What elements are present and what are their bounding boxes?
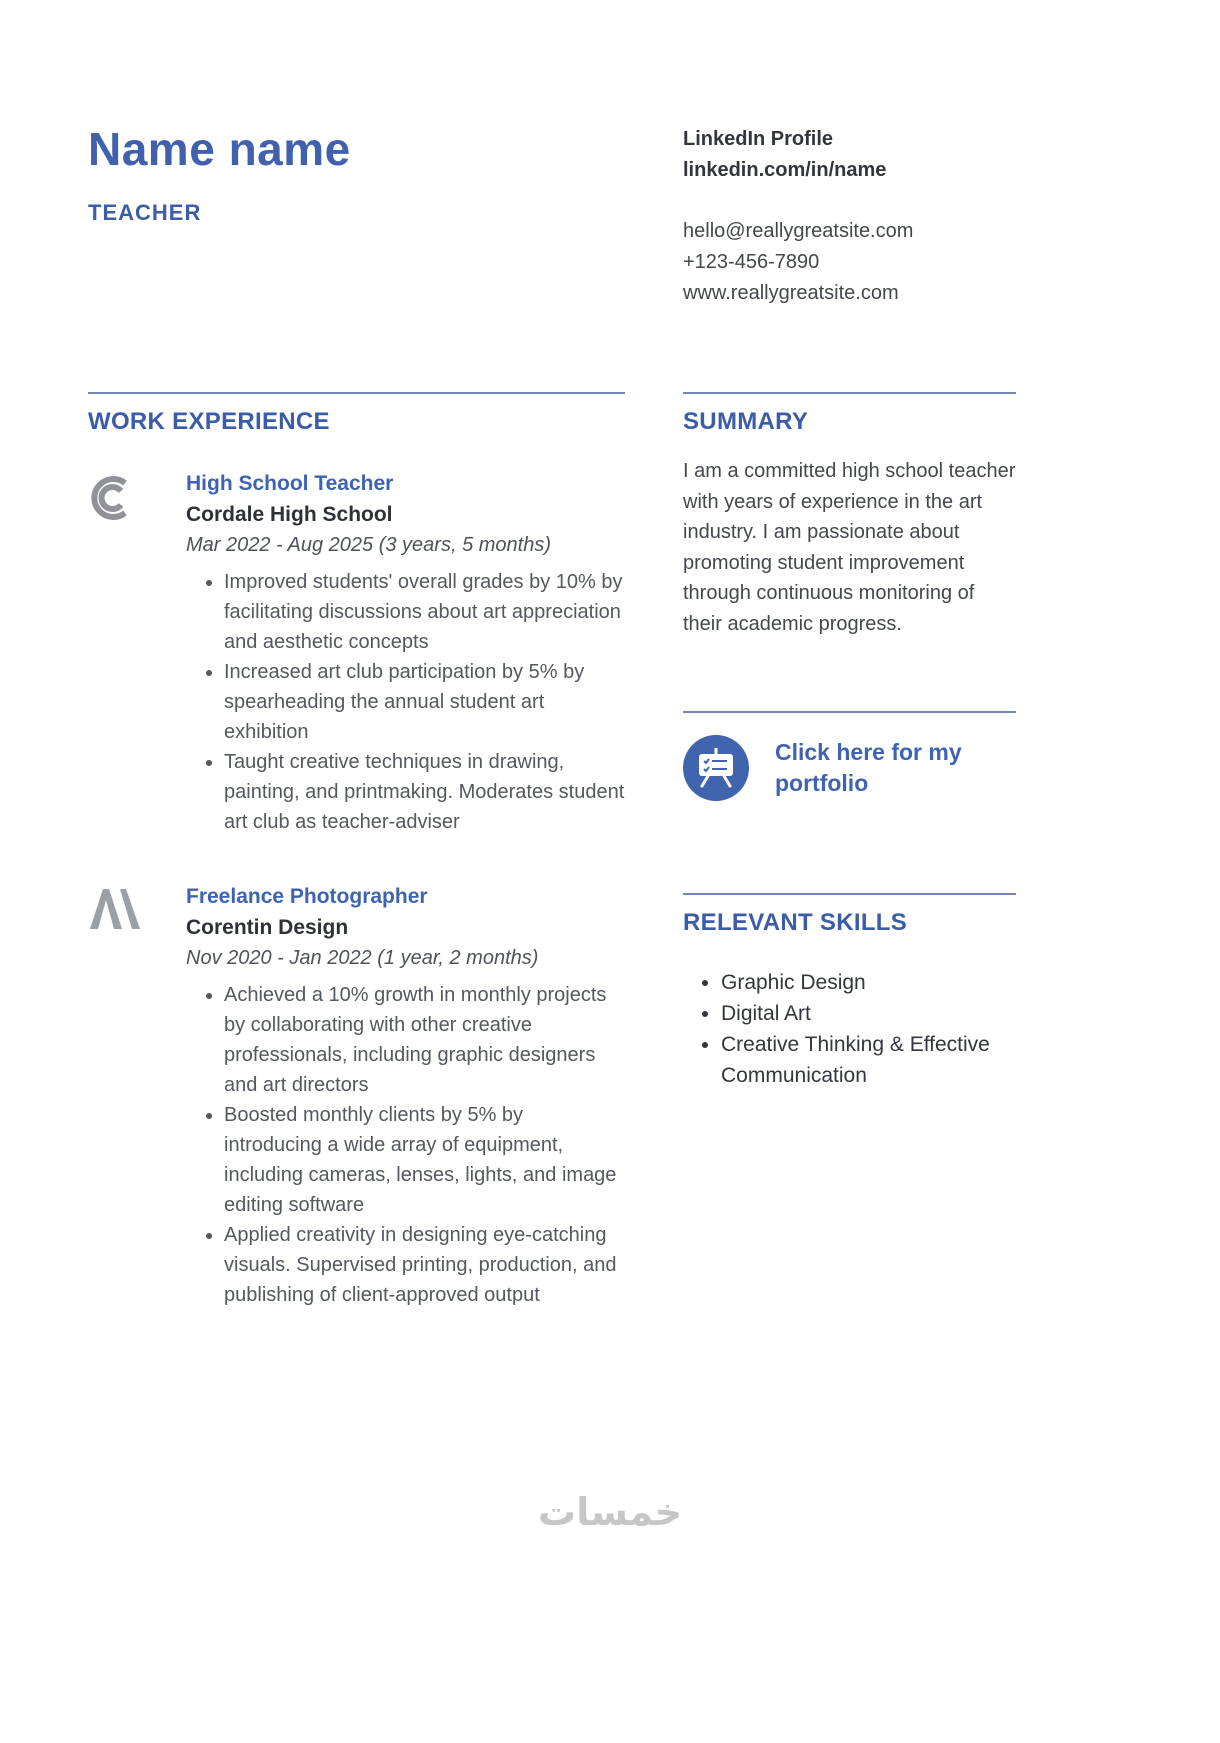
job-company: Corentin Design	[186, 916, 349, 939]
job-entry	[88, 881, 625, 1310]
email-link[interactable]: hello@reallygreatsite.com	[683, 220, 914, 242]
divider	[683, 893, 1016, 895]
portfolio-link[interactable]	[683, 735, 1016, 801]
person-name: Name name	[88, 123, 351, 175]
linkedin-label: LinkedIn Profile	[683, 128, 834, 150]
portfolio-link-label[interactable]: Click here for my portfolio	[775, 739, 962, 796]
job-details	[186, 468, 625, 837]
website-link[interactable]: www.reallygreatsite.com	[683, 282, 899, 304]
relevant-skills-section	[683, 909, 1016, 1091]
right-sidebar	[683, 392, 1016, 1091]
abstract-c-company-logo-icon	[88, 468, 186, 837]
divider	[683, 711, 1016, 713]
bullet-item: • Improved students' overall grades by 10% by facilitating discussions about art appreciation and aesthetic concepts	[224, 567, 625, 657]
summary-heading: SUMMARY	[683, 408, 809, 435]
job-dates: Mar 2022 - Aug 2025 (3 years, 5 months)	[186, 534, 551, 556]
bullet-item: • Taught creative techniques in drawing, painting, and printmaking. Moderates student art club as teacher-adviser	[224, 747, 625, 837]
divider	[683, 392, 1016, 394]
summary-text: I am a committed high school teacher with years of experience in the art industry. I am passionate about promoting student improvement through continuous monitoring of their academic progress.	[683, 460, 1016, 635]
bullet-item: • Applied creativity in designing eye-catching visuals. Supervised printing, production, and publishing of client-approved output	[224, 1220, 625, 1310]
job-title: Freelance Photographer	[186, 885, 428, 908]
work-experience-section	[88, 392, 625, 1310]
job-title: High School Teacher	[186, 472, 394, 495]
skill-item: • Graphic Design	[721, 967, 1016, 998]
person-job-title: TEACHER	[88, 200, 202, 225]
job-bullet-list	[186, 980, 625, 1310]
job-entry	[88, 468, 625, 837]
contact-spacer	[683, 186, 913, 216]
job-dates: Nov 2020 - Jan 2022 (1 year, 2 months)	[186, 947, 539, 969]
contact-block	[683, 124, 913, 309]
presentation-screen-icon[interactable]	[683, 735, 749, 801]
skill-item: • Digital Art	[721, 998, 1016, 1029]
job-details	[186, 881, 625, 1310]
skills-list	[683, 967, 1016, 1091]
divider	[88, 392, 625, 394]
skill-item: • Creative Thinking & Effective Communication	[721, 1029, 1016, 1091]
abstract-a-company-logo-icon	[88, 881, 186, 1310]
linkedin-url-link[interactable]: linkedin.com/in/name	[683, 159, 887, 181]
relevant-skills-heading: RELEVANT SKILLS	[683, 909, 908, 936]
bullet-item: • Increased art club participation by 5% by spearheading the annual student art exhibition	[224, 657, 625, 747]
phone-number: +123-456-7890	[683, 251, 820, 273]
bullet-item: • Achieved a 10% growth in monthly projects by collaborating with other creative professionals, including graphic designers and art directors	[224, 980, 625, 1100]
work-experience-heading: WORK EXPERIENCE	[88, 408, 330, 435]
khamsat-watermark: خمسات	[538, 1490, 682, 1534]
bullet-item: • Boosted monthly clients by 5% by introducing a wide array of equipment, including cameras, lenses, lights, and image editing software	[224, 1100, 625, 1220]
job-company: Cordale High School	[186, 503, 393, 526]
job-bullet-list	[186, 567, 625, 837]
